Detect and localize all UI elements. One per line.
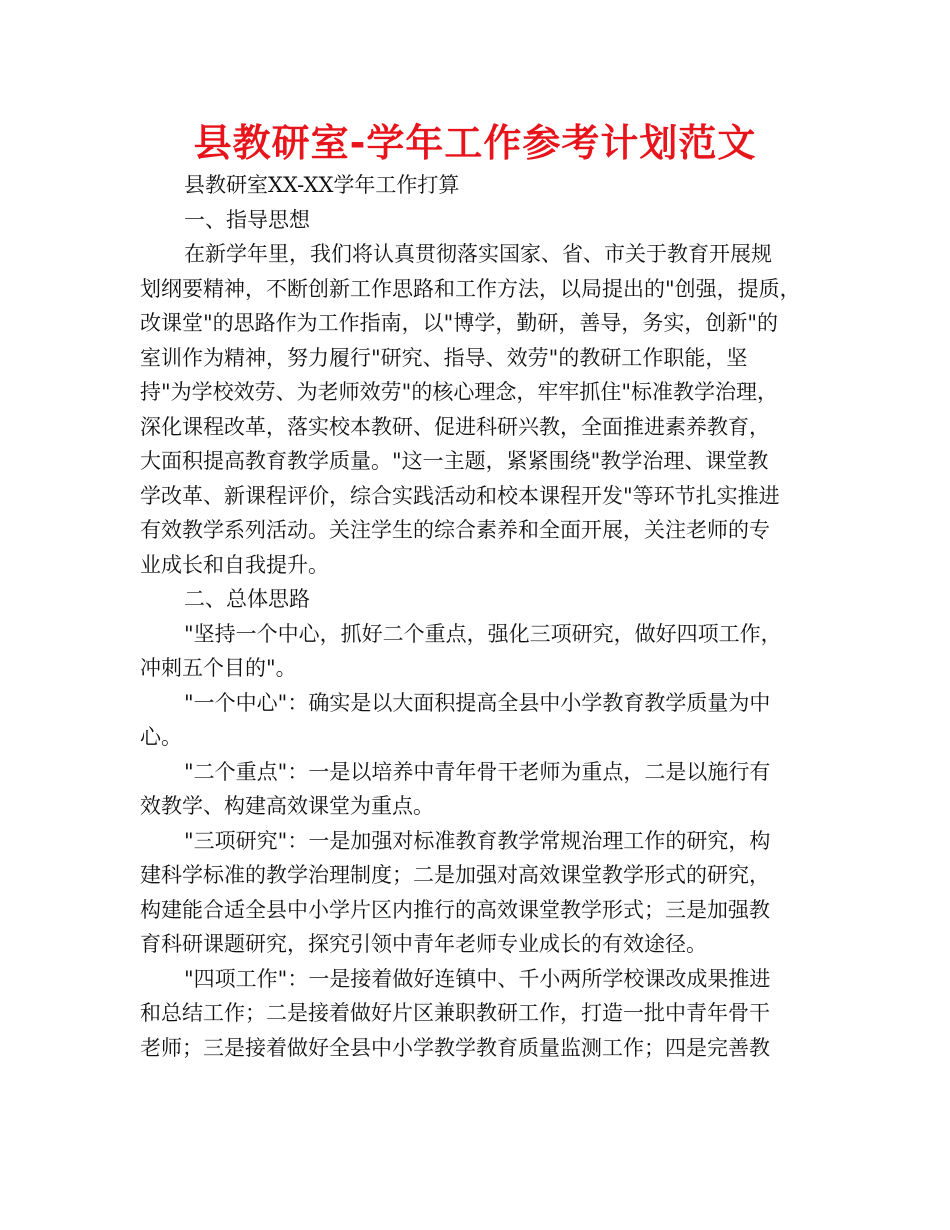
paragraph-line: 室训作为精神，努力履行"研究、指导、效劳"的教研工作职能，坚 bbox=[140, 345, 748, 370]
paragraph-line: "四项工作"：一是接着做好连镇中、千小两所学校课改成果推进 bbox=[184, 966, 771, 991]
document-title: 县教研室-学年工作参考计划范文 bbox=[193, 121, 757, 165]
paragraph-line: 学改革、新课程评价，综合实践活动和校本课程开发"等环节扎实推进 bbox=[140, 483, 780, 508]
paragraph-line: 二、总体思路 bbox=[184, 587, 310, 611]
paragraph-line: 有效教学系列活动。关注学生的综合素养和全面开展，关注老师的专 bbox=[140, 518, 770, 542]
paragraph-line: 构建能合适全县中小学片区内推行的高效课堂教学形式；三是加强教 bbox=[140, 897, 770, 922]
paragraph-line: 建科学标准的教学治理制度；二是加强对高效课堂教学形式的研究， bbox=[140, 863, 770, 887]
paragraph-line: 在新学年里，我们将认真贯彻落实国家、省、市关于教育开展规 bbox=[184, 242, 772, 266]
paragraph-line: 持"为学校效劳、为老师效劳"的核心理念，牢牢抓住"标准教学治理， bbox=[140, 380, 778, 404]
paragraph-line: 改课堂"的思路作为工作指南，以"博学，勤研，善导，务实，创新"的 bbox=[140, 311, 778, 335]
paragraph-line: 育科研课题研究，探究引领中青年老师专业成长的有效途径。 bbox=[140, 932, 707, 956]
paragraph-line: "一个中心"：确实是以大面积提高全县中小学教育教学质量为中 bbox=[184, 690, 771, 715]
paragraph-line: 心。 bbox=[140, 725, 182, 749]
paragraph-line: 冲刺五个目的"。 bbox=[140, 656, 297, 680]
paragraph-line: 深化课程改革，落实校本教研、促进科研兴教，全面推进素养教育， bbox=[140, 414, 770, 439]
paragraph-line: "坚持一个中心，抓好二个重点，强化三项研究，做好四项工作， bbox=[184, 621, 782, 646]
paragraph-line: 一、指导思想 bbox=[184, 207, 310, 232]
paragraph-line: 县教研室XX-XX学年工作打算 bbox=[184, 173, 460, 197]
paragraph-line: "二个重点"：一是以培养中青年骨干老师为重点，二是以施行有 bbox=[184, 759, 771, 784]
paragraph-line: 效教学、构建高效课堂为重点。 bbox=[140, 794, 434, 818]
paragraph-line: 大面积提高教育教学质量。"这一主题，紧紧围绕"教学治理、课堂教 bbox=[140, 449, 769, 473]
document-body bbox=[140, 168, 830, 1065]
paragraph-line: "三项研究"：一是加强对标准教育教学常规治理工作的研究，构 bbox=[184, 828, 771, 853]
paragraph-line: 和总结工作；二是接着做好片区兼职教研工作，打造一批中青年骨干 bbox=[140, 1001, 770, 1025]
paragraph-line: 业成长和自我提升。 bbox=[140, 552, 329, 577]
paragraph-line: 老师；三是接着做好全县中小学教学教育质量监测工作；四是完善教 bbox=[140, 1035, 770, 1060]
paragraph-line: 划纲要精神，不断创新工作思路和工作方法，以局提出的"创强，提质， bbox=[140, 276, 801, 301]
